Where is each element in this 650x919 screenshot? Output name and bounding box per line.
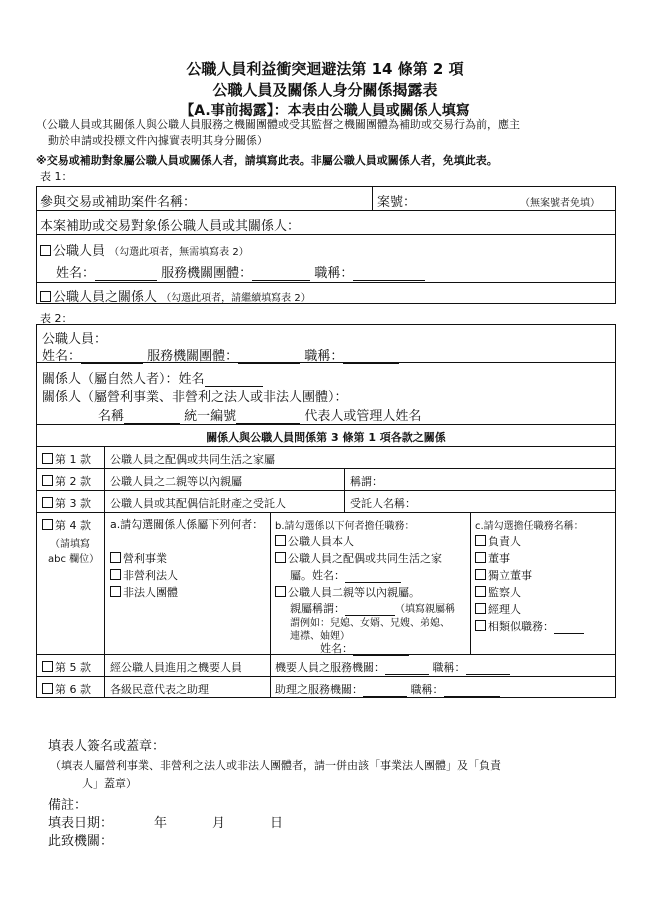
clause1-desc: 公職人員之配偶或共同生活之家屬 <box>110 453 275 466</box>
colB-opt-1-label: 公職人員本人 <box>288 535 354 548</box>
table1-agency-field[interactable] <box>252 268 310 281</box>
table1-name-label: 姓名： <box>56 266 96 281</box>
colC-opt-1 <box>475 533 521 549</box>
clause5-agency-field[interactable] <box>385 662 429 675</box>
form-note-2: 動於申請或投標文件內據實表明其身分關係） <box>48 134 268 147</box>
related-check-row <box>40 286 311 305</box>
clause3-check <box>42 495 91 511</box>
table1-agency-label: 服務機關團體： <box>161 266 253 281</box>
official-checkbox[interactable] <box>40 245 51 256</box>
clause2-check <box>42 473 91 489</box>
colB-name-label: 姓名： <box>320 642 353 655</box>
clause4-sub2: abc 欄位） <box>48 554 100 565</box>
colC-opt-5-checkbox[interactable] <box>475 603 486 614</box>
t2-position-label: 職稱： <box>304 349 344 364</box>
rel-natural-row <box>42 368 263 387</box>
clause5-check <box>42 659 91 675</box>
clause3-desc: 公職人員或其配偶信託財產之受託人 <box>110 497 286 510</box>
official-check-label: 公職人員 <box>53 244 106 259</box>
clause4-label: 第 4 款 <box>55 519 91 532</box>
form-note-3: ※交易或補助對象屬公職人員或關係人者，請填寫此表。非屬公職人員或關係人者，免填此表。 <box>36 154 498 167</box>
colA-opt-1 <box>110 550 167 566</box>
colB-opt-2-label: 公職人員之配偶或共同生活之家 <box>288 552 442 565</box>
form-title-section: 【A.事前揭露】：本表由公職人員或關係人填寫 <box>180 103 470 119</box>
clause5-extra-label: 機要人員之服務機關： <box>275 661 385 674</box>
colB-opt-2 <box>275 550 442 566</box>
clause2-desc: 公職人員之二親等以內親屬 <box>110 475 242 488</box>
colB-kin-note: （填寫親屬稱 <box>395 604 455 615</box>
clause3-checkbox[interactable] <box>42 497 53 508</box>
table1-label: 表 1： <box>40 170 73 183</box>
date-label: 填表日期： <box>48 816 114 831</box>
clause2-extra: 稱謂： <box>350 475 383 488</box>
clause6-extra-label: 助理之服務機關： <box>275 683 363 696</box>
colA-opt-3 <box>110 584 178 600</box>
colC-opt-3 <box>475 567 532 583</box>
table1-name-field[interactable] <box>95 268 157 281</box>
clause6-position-label: 職稱： <box>410 683 444 696</box>
colA-opt-2 <box>110 567 178 583</box>
is-official-label: 本案補助或交易對象係公職人員或其關係人： <box>40 219 301 234</box>
colB-example-2: 連襟、妯娌） <box>290 631 350 642</box>
form-title-main: 公職人員及關係人身分關係揭露表 <box>212 81 438 99</box>
clause5-position-field[interactable] <box>466 662 510 675</box>
case-no-note: （無案號者免填） <box>520 198 600 209</box>
clause4-colB-title: b.請勾選係以下何者擔任職務： <box>275 521 415 532</box>
clause3-extra: 受託人名稱： <box>350 497 416 510</box>
clause6-desc: 各級民意代表之助理 <box>110 683 209 696</box>
colB-opt-3-label: 公職人員二親等以內親屬。 <box>288 586 420 599</box>
signature-label: 填表人簽名或蓋章： <box>48 739 166 754</box>
t2-position-field[interactable] <box>343 351 399 364</box>
t2-agency-field[interactable] <box>238 351 300 364</box>
clause1-label: 第 1 款 <box>55 453 91 466</box>
colB-example-1: 謂例如：兒媳、女婿、兄嫂、弟媳、 <box>290 618 450 629</box>
colB-cont-row <box>290 567 401 583</box>
form-note-1: （公職人員或其關係人與公職人員服務之機關團體或受其監督之機關團體為補助或交易行為前，應主 <box>36 118 520 131</box>
case-no-label: 案號： <box>377 195 417 210</box>
signature-note-2: 人」蓋章） <box>82 777 137 790</box>
rel-entity-label: 關係人（屬營利事業、非營利之法人或非法人團體）： <box>42 390 348 405</box>
colB-opt-3 <box>275 584 420 600</box>
t2-agency-label: 服務機關團體： <box>147 349 239 364</box>
project-name-label: 參與交易或補助案件名稱： <box>40 195 197 210</box>
rel-natural-label: 關係人（屬自然人者）：姓名 <box>42 372 205 387</box>
colB-cont-field[interactable] <box>345 570 401 583</box>
clause5-extra-row <box>275 659 510 675</box>
colC-opt-1-checkbox[interactable] <box>475 535 486 546</box>
colC-opt-5-label: 經理人 <box>488 603 521 616</box>
colC-opt-4 <box>475 584 521 600</box>
colB-opt-2-checkbox[interactable] <box>275 552 286 563</box>
colC-opt-6 <box>475 618 584 634</box>
colC-opt-6-label: 相類似職務： <box>488 620 554 633</box>
related-check-note: （勾選此項者，請繼續填寫表 2） <box>161 293 311 304</box>
colC-opt-4-checkbox[interactable] <box>475 586 486 597</box>
colC-opt-3-checkbox[interactable] <box>475 569 486 580</box>
clause1-check <box>42 451 91 467</box>
unified-no-field[interactable] <box>236 411 300 424</box>
clause4-sub1: （請填寫 <box>50 539 90 550</box>
clause5-desc: 經公職人員進用之機要人員 <box>110 661 242 674</box>
to-agency-label: 此致機關： <box>48 834 114 849</box>
clause4-check <box>42 517 91 533</box>
colC-opt-3-label: 獨立董事 <box>488 569 532 582</box>
colC-opt-2-checkbox[interactable] <box>475 552 486 563</box>
table1-position-field[interactable] <box>353 268 425 281</box>
colC-opt-4-label: 監察人 <box>488 586 521 599</box>
colC-opt-1-label: 負責人 <box>488 535 521 548</box>
entity-name-label: 名稱 <box>98 409 125 424</box>
colC-similar-field[interactable] <box>554 621 584 634</box>
official-check-note: （勾選此項者，無需填寫表 2） <box>109 247 249 258</box>
t2-name-label: 姓名： <box>42 349 82 364</box>
colA-opt-2-checkbox[interactable] <box>110 569 121 580</box>
colC-opt-2 <box>475 550 510 566</box>
t2-official-label: 公職人員： <box>42 332 108 347</box>
colB-name-row <box>320 640 409 656</box>
colC-opt-6-checkbox[interactable] <box>475 620 486 631</box>
rep-name-label: 代表人或管理人姓名 <box>304 409 422 424</box>
colB-cont-label: 屬。姓名： <box>290 569 345 582</box>
clause6-label: 第 6 款 <box>55 683 91 696</box>
table2-label: 表 2： <box>40 312 73 325</box>
clause4-colC-title: c.請勾選擔任職務名稱： <box>475 521 584 532</box>
official-check-row <box>40 240 249 259</box>
clause5-label: 第 5 款 <box>55 661 91 674</box>
clause2-label: 第 2 款 <box>55 475 91 488</box>
t2-name-field[interactable] <box>81 351 143 364</box>
colA-opt-2-label: 非營利法人 <box>123 569 178 582</box>
colB-opt-1 <box>275 533 354 549</box>
date-month: 月 <box>212 816 226 831</box>
clause6-check <box>42 681 91 697</box>
colC-opt-5 <box>475 601 521 617</box>
colB-kin-label: 親屬稱謂： <box>290 602 345 615</box>
table1-name-row <box>56 262 425 281</box>
colA-opt-1-checkbox[interactable] <box>110 552 121 563</box>
date-year: 年 <box>154 816 168 831</box>
clause3-label: 第 3 款 <box>55 497 91 510</box>
clause6-extra-row <box>275 681 500 697</box>
table1-position-label: 職稱： <box>314 266 354 281</box>
colC-opt-2-label: 董事 <box>488 552 510 565</box>
clause6-position-field[interactable] <box>444 684 500 697</box>
date-day: 日 <box>270 816 284 831</box>
entity-name-field[interactable] <box>124 411 180 424</box>
clause6-agency-field[interactable] <box>363 684 407 697</box>
rel-entity-row <box>98 405 421 424</box>
relation-section-title: 關係人與公職人員間係第 3 條第 1 項各款之關係 <box>206 431 446 444</box>
clause5-position-label: 職稱： <box>432 661 466 674</box>
clause4-checkbox[interactable] <box>42 519 53 530</box>
t2-official-row <box>42 345 399 364</box>
clause4-colA-title: a.請勾選關係人係屬下列何者： <box>110 518 264 531</box>
related-check-label: 公職人員之關係人 <box>53 290 158 305</box>
form-title-law: 公職人員利益衝突迴避法第 14 條第 2 項 <box>186 60 464 78</box>
signature-note-1: （填表人屬營利事業、非營利之法人或非法人團體者，請一併由該「事業法人團體」及「負責 <box>50 759 501 772</box>
remark-label: 備註： <box>48 798 88 813</box>
colA-opt-1-label: 營利事業 <box>123 552 167 565</box>
clause6-checkbox[interactable] <box>42 683 53 694</box>
clause2-checkbox[interactable] <box>42 475 53 486</box>
colB-name-field[interactable] <box>353 643 409 656</box>
unified-no-label: 統一編號 <box>184 409 237 424</box>
colB-opt-3-checkbox[interactable] <box>275 586 286 597</box>
colA-opt-3-checkbox[interactable] <box>110 586 121 597</box>
related-checkbox[interactable] <box>40 291 51 302</box>
colA-opt-3-label: 非法人團體 <box>123 586 178 599</box>
colB-opt-1-checkbox[interactable] <box>275 535 286 546</box>
clause1-checkbox[interactable] <box>42 453 53 464</box>
clause5-checkbox[interactable] <box>42 661 53 672</box>
